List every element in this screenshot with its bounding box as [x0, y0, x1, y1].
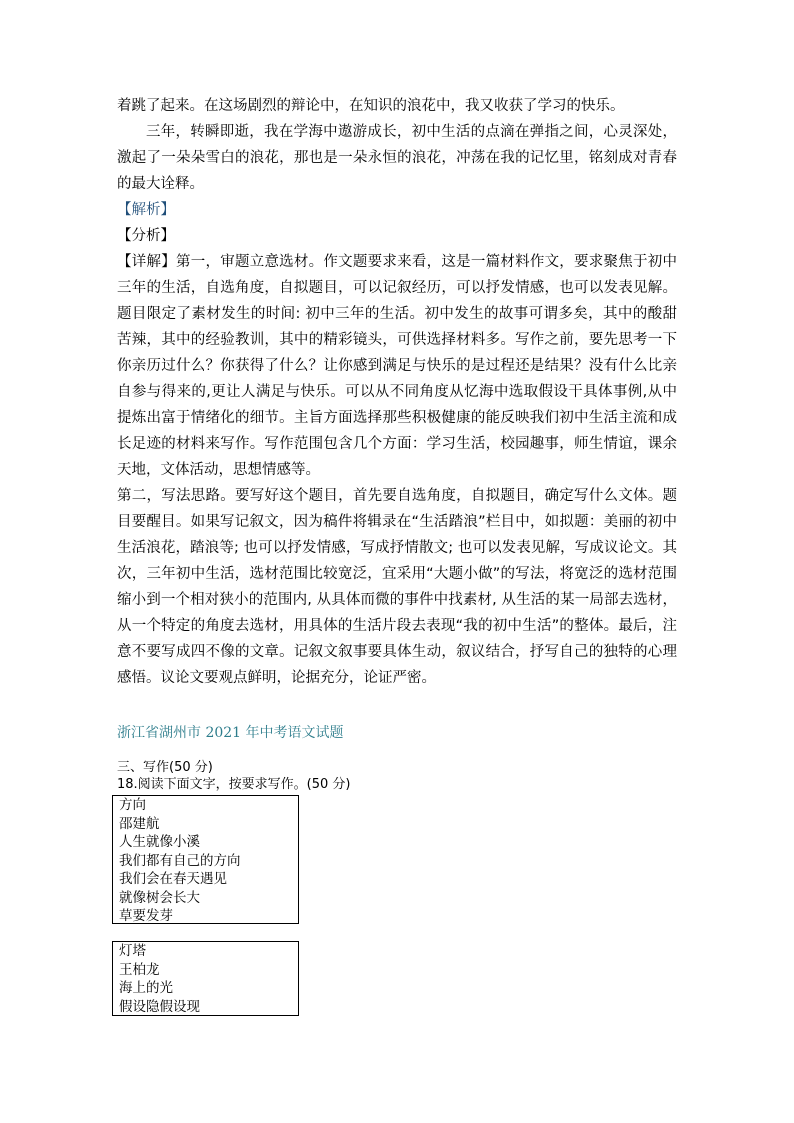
poem-line: 邵建航	[119, 815, 160, 832]
poem-line: 我们会在春天遇见	[119, 871, 227, 887]
essay-paragraph-1: 着跳了起来。在这场剧烈的辩论中，在知识的浪花中，我又收获了学习的快乐。	[117, 98, 625, 114]
detail-label: 【详解】	[117, 254, 176, 270]
poem-line: 灯塔	[119, 943, 146, 959]
essay-body	[117, 93, 677, 691]
fenxi-heading: 【分析】	[117, 228, 175, 244]
exam-question-block	[117, 759, 351, 793]
detail-paragraph-2: 第二，写法思路。要写好这个题目，首先要自选角度，自拟题目，确定写什么文体。题目要醒目。如果写记叙文，因为稿件将辑录在“生活踏浪”栏目中，如拟题：美丽的初中生活浪花，踏浪等; 也可以抒发情感，写成抒情散文; 也可以发表见解，写成议论文。其次，三年初中生活，选材范围比较宽泛，宜采用“大题小做”的写法，将宽泛的选材范围缩小到一个相对狭小的范围内, 从具体而微的事件中找素材, 从生活的某一局部去选材，从一个特定的角度去选材，用具体的生活片段去表现“我的初中生活”的整体。最后，注意不要写成四不像的文章。记叙文叙事要具体生动，叙议结合，抒写自己的独特的心理感悟。议论文要观点鲜明，论据充分，论证严密。	[117, 488, 677, 686]
poem-box-direction	[112, 795, 299, 924]
question-text: 18.阅读下面文字，按要求写作。(50 分)	[117, 777, 351, 792]
poem-line: 假设隐假设现	[119, 998, 200, 1015]
poem-line: 人生就像小溪	[119, 834, 200, 850]
poem-line: 我们都有自己的方向	[119, 852, 241, 869]
poem-box-lighthouse	[112, 941, 299, 1016]
poem-line: 王柏龙	[119, 961, 160, 978]
exam-section-title: 浙江省湖州市 2021 年中考语文试题	[117, 725, 344, 741]
essay-paragraph-2: 三年，转瞬即逝，我在学海中遨游成长，初中生活的点滴在弹指之间，心灵深处，激起了一朵朵雪白的浪花，那也是一朵永恒的浪花，冲荡在我的记忆里，铭刻成对青春的最大诠释。	[117, 124, 677, 192]
part-heading: 三、写作(50 分)	[117, 760, 213, 775]
poem-line: 草要发芽	[119, 908, 173, 924]
poem-line: 就像树会长大	[119, 889, 200, 906]
detail-text-1: 第一，审题立意选材。作文题要求来看，这是一篇材料作文，要求聚焦于初中三年的生活，自选角度，自拟题目，可以记叙经历，可以抒发情感，也可以发表见解。题目限定了素材发生的时间: 初中三年的生活。初中发生的故事可谓多矣，其中的酸甜苦辣，其中的经验教训，其中的精彩镜头，可供选择材料多。写作之前，要先思考一下你亲历过什么？你获得了什么？让你感到满足与快乐的是过程还是结果？没有什么比亲自参与得来的,更让人满足与快乐。可以从不同角度从忆海中选取假设干具体事例,从中提炼出富于情绪化的细节。主旨方面选择那些积极健康的能反映我们初中生活主流和成长足迹的材料来写作。写作范围包含几个方面：学习生活，校园趣事，师生情谊，课余天地，文体活动，思想情感等。	[117, 254, 678, 478]
poem-line: 方向	[119, 797, 146, 813]
analysis-heading: 【解析】	[117, 202, 175, 218]
detail-paragraph-1	[117, 249, 677, 483]
poem-line: 海上的光	[119, 980, 173, 996]
